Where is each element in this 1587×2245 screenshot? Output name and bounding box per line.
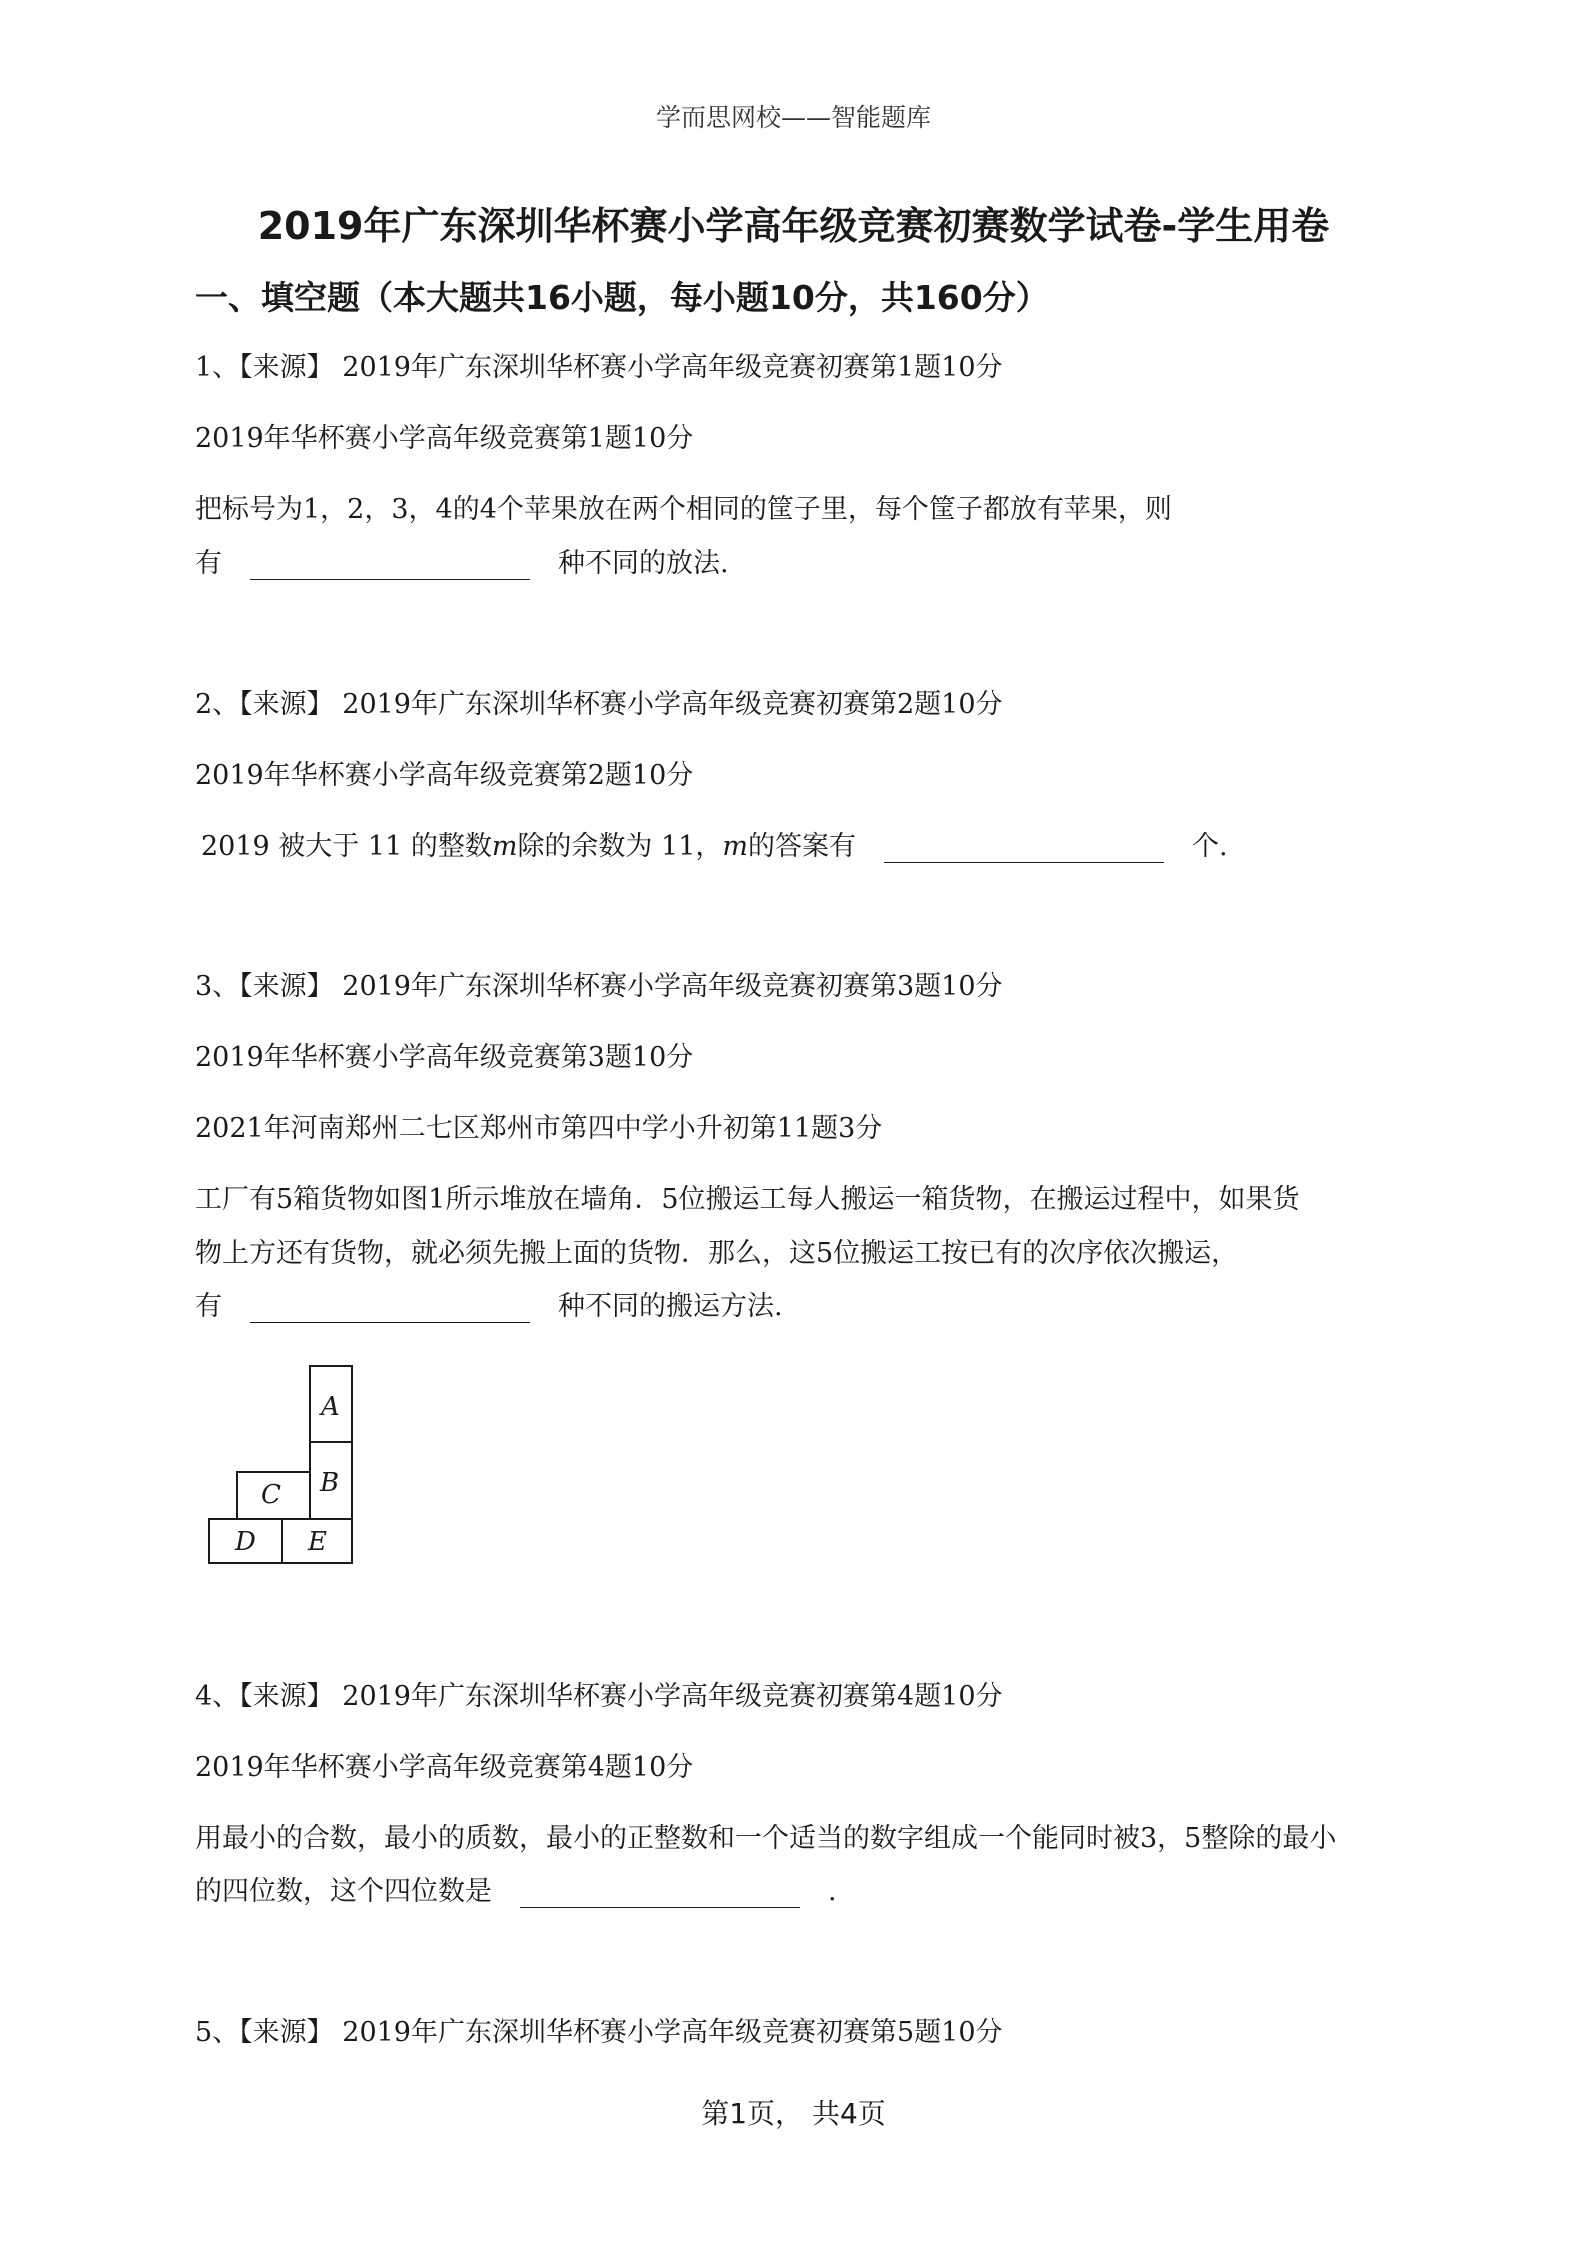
- box-stack-figure: [205, 1364, 365, 1564]
- q3-source: 3、【来源】 2019年广东深圳华杯赛小学高年级竞赛初赛第3题10分: [195, 971, 1003, 1002]
- q2-var-m: m: [491, 831, 518, 862]
- q1-text-line1: 把标号为1，2，3，4的4个苹果放在两个相同的筐子里，每个筐子都放有苹果，则: [195, 494, 1172, 525]
- q3-text-prefix: 有: [195, 1291, 222, 1322]
- q1-text-prefix: 有: [195, 548, 222, 579]
- q2-source: 2、【来源】 2019年广东深圳华杯赛小学高年级竞赛初赛第2题10分: [195, 689, 1003, 720]
- q1-source: 1、【来源】 2019年广东深圳华杯赛小学高年级竞赛初赛第1题10分: [195, 352, 1003, 383]
- box-d-label: D: [235, 1527, 256, 1557]
- q3-source3: 2021年河南郑州二七区郑州市第四中学小升初第11题3分: [195, 1113, 883, 1144]
- q3-text-line3: [195, 1284, 783, 1323]
- q2-answer-blank[interactable]: [884, 832, 1164, 863]
- q2-text-c: 的答案有: [748, 831, 856, 862]
- section-heading: 一、填空题（本大题共16小题，每小题10分，共160分）: [195, 278, 1049, 317]
- q2-text-end: 个.: [1192, 831, 1228, 862]
- q3-text-suffix: 种不同的搬运方法.: [558, 1291, 783, 1322]
- q4-text-prefix: 的四位数，这个四位数是: [195, 1876, 492, 1907]
- q2-text: [201, 824, 1228, 863]
- q4-answer-blank[interactable]: [520, 1877, 800, 1908]
- q4-text-suffix: .: [828, 1876, 837, 1907]
- q4-source: 4、【来源】 2019年广东深圳华杯赛小学高年级竞赛初赛第4题10分: [195, 1681, 1003, 1712]
- q4-source2: 2019年华杯赛小学高年级竞赛第4题10分: [195, 1752, 694, 1783]
- box-e-label: E: [308, 1527, 327, 1557]
- q1-source2: 2019年华杯赛小学高年级竞赛第1题10分: [195, 423, 694, 454]
- q4-text-line2: [195, 1869, 837, 1908]
- q3-answer-blank[interactable]: [250, 1292, 530, 1323]
- q5-source: 5、【来源】 2019年广东深圳华杯赛小学高年级竞赛初赛第5题10分: [195, 2017, 1003, 2048]
- q4-text-line1: 用最小的合数，最小的质数，最小的正整数和一个适当的数字组成一个能同时被3，5整除的最小: [195, 1823, 1337, 1854]
- page-footer: 第1页， 共4页: [701, 2097, 886, 2130]
- page-header: 学而思网校——智能题库: [655, 103, 931, 132]
- page-title: 2019年广东深圳华杯赛小学高年级竞赛初赛数学试卷-学生用卷: [257, 204, 1330, 248]
- q1-text-line2: [195, 541, 729, 580]
- q2-text-b: 除的余数为 11，: [517, 831, 723, 862]
- q3-source2: 2019年华杯赛小学高年级竞赛第3题10分: [195, 1042, 694, 1073]
- box-b-label: B: [320, 1468, 340, 1498]
- q1-answer-blank[interactable]: [250, 549, 530, 580]
- box-c-label: C: [261, 1480, 281, 1510]
- q3-text-line1: 工厂有5箱货物如图1所示堆放在墙角．5位搬运工每人搬运一箱货物，在搬运过程中，如果货: [195, 1184, 1300, 1215]
- q2-text-a: 2019 被大于 11 的整数: [201, 831, 492, 862]
- q2-source2: 2019年华杯赛小学高年级竞赛第2题10分: [195, 760, 694, 791]
- q1-text-suffix: 种不同的放法.: [558, 548, 729, 579]
- q3-text-line2: 物上方还有货物，就必须先搬上面的货物．那么，这5位搬运工按已有的次序依次搬运，: [195, 1238, 1239, 1269]
- box-a-label: A: [321, 1392, 340, 1422]
- q2-var-m-2: m: [722, 831, 748, 862]
